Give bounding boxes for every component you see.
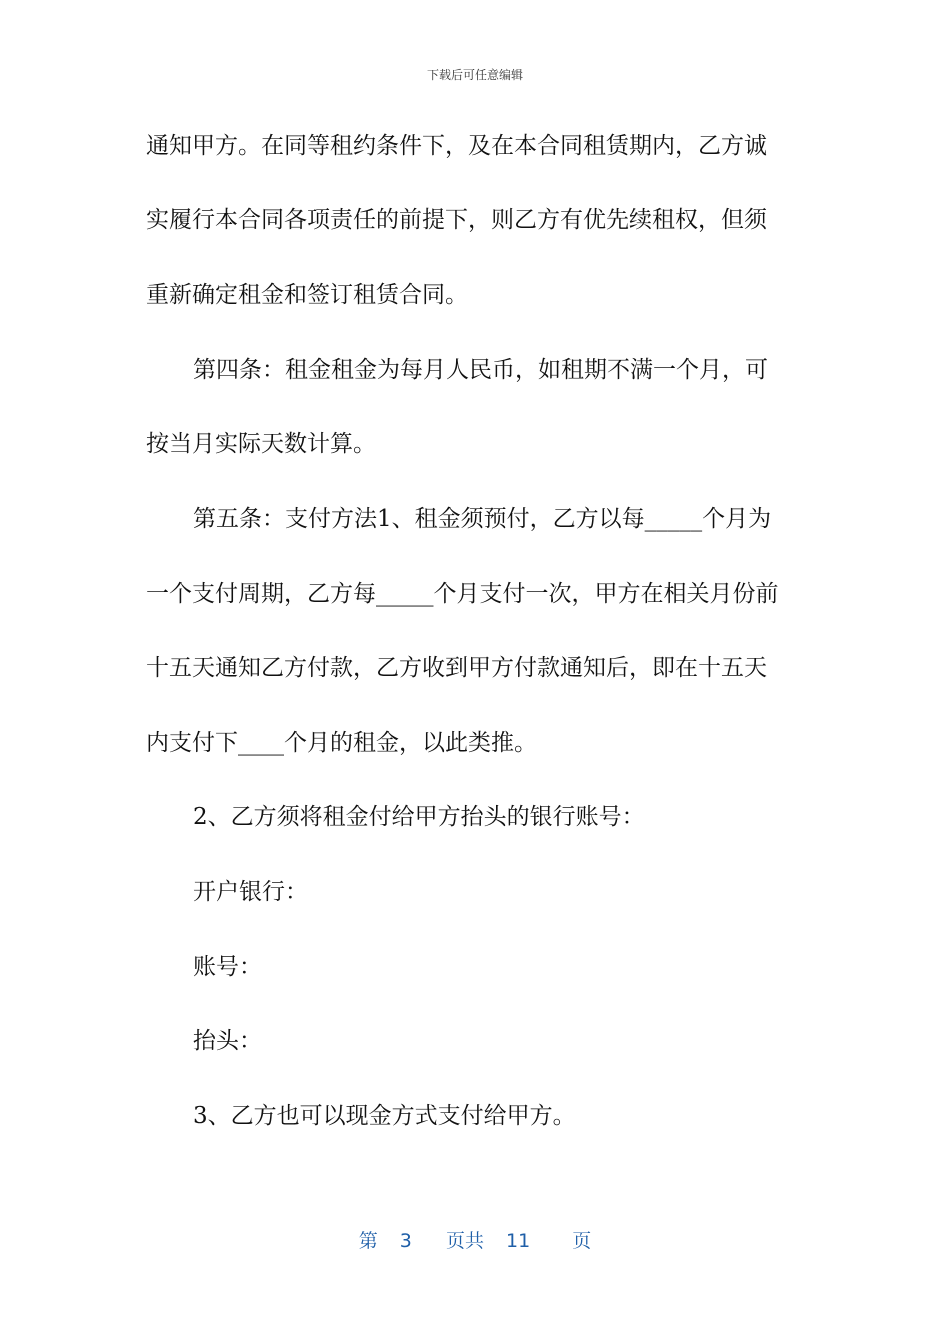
header-note: 下载后可任意编辑 [426, 68, 523, 82]
text-line: 第四条：租金租金为每月人民币，如租期不满一个月，可 [193, 357, 768, 383]
page-footer [0, 1226, 950, 1253]
text-line: 第五条：支付方法1、租金须预付，乙方以每_____个月为 [193, 506, 772, 532]
current-page-number: 3 [399, 1230, 412, 1252]
text-line: 十五天通知乙方付款，乙方收到甲方付款通知后，即在十五天 [146, 655, 767, 681]
account-title-line: 抬头： [193, 1028, 262, 1054]
text-line: 重新确定租金和签订租赁合同。 [146, 282, 468, 308]
text-line: 一个支付周期，乙方每_____个月支付一次，甲方在相关月份前 [146, 581, 779, 607]
footer-prefix: 第 [358, 1230, 378, 1252]
text-line: 按当月实际天数计算。 [146, 431, 376, 457]
total-pages-number: 11 [506, 1230, 531, 1252]
account-number-line: 账号： [193, 954, 262, 980]
text-line: 2、乙方须将租金付给甲方抬头的银行账号： [193, 804, 645, 830]
text-line: 内支付下____个月的租金，以此类推。 [146, 730, 537, 756]
text-line: 通知甲方。在同等租约条件下，及在本合同租赁期内，乙方诚 [146, 133, 767, 159]
footer-middle: 页共 [445, 1230, 484, 1252]
bank-name-line: 开户银行： [193, 879, 308, 905]
text-line: 3、乙方也可以现金方式支付给甲方。 [193, 1103, 576, 1129]
text-line: 实履行本合同各项责任的前提下，则乙方有优先续租权，但须 [146, 207, 767, 233]
footer-suffix: 页 [572, 1230, 592, 1252]
